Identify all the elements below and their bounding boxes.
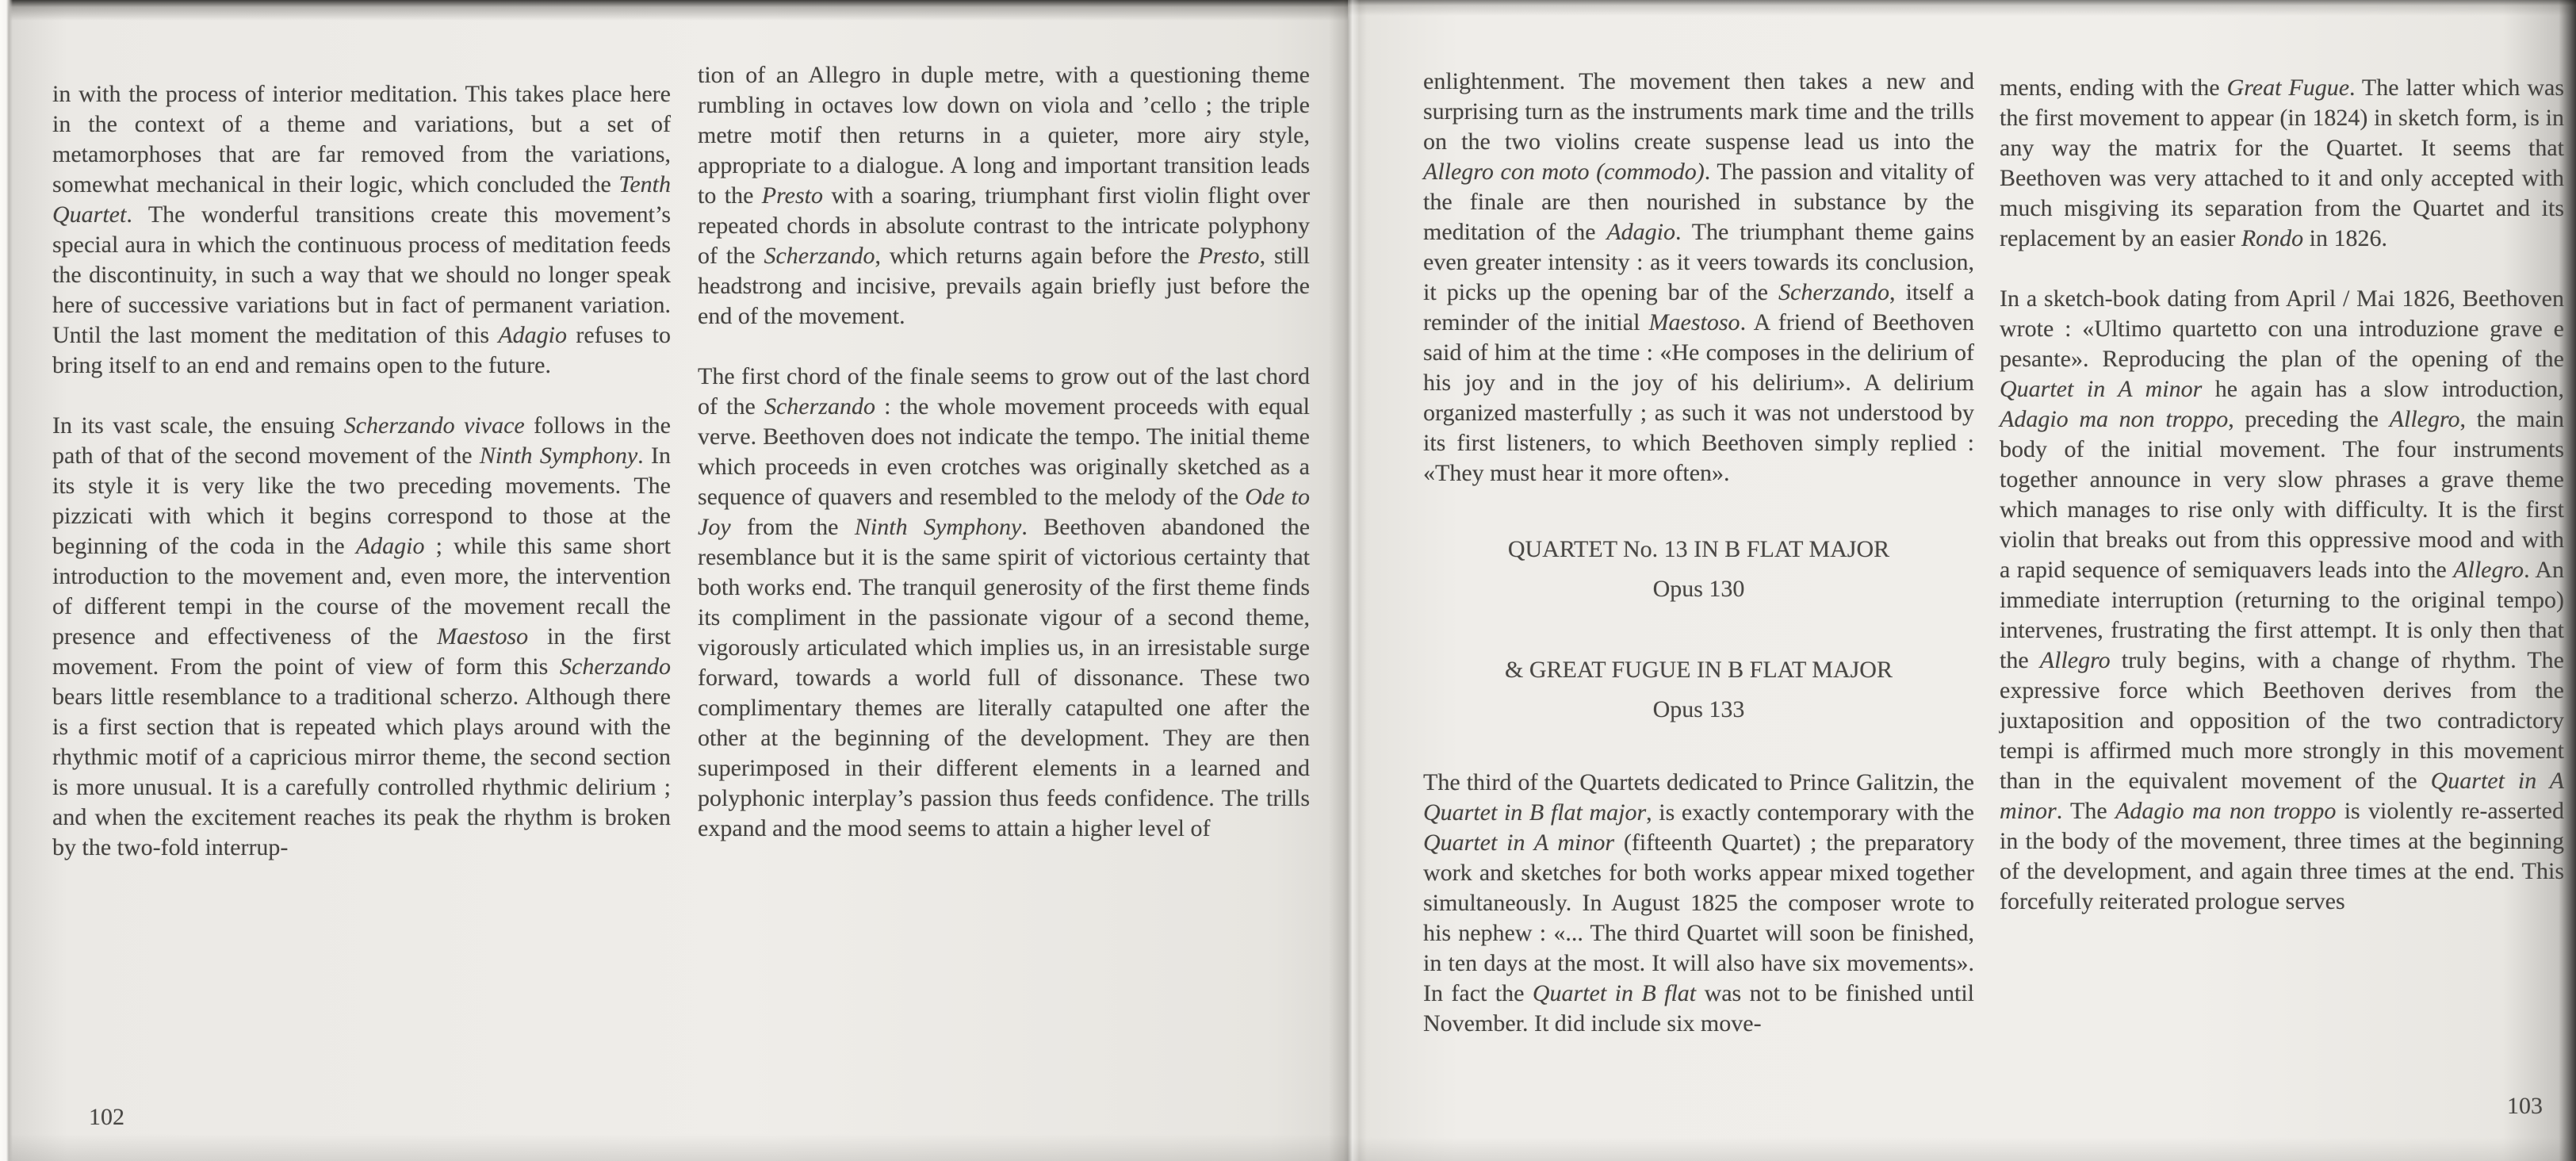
text-run: . The passion and vitality of the finale are then nourished in substance by the meditation of the (1423, 159, 1974, 245)
text-run: ; while this same short introduction to the movement and, even more, the intervention of different tempi in the course of the movement recall the presence and effectiveness of the (52, 533, 671, 649)
text-run: . The (2056, 798, 2116, 824)
paragraph (2000, 284, 2564, 917)
italic-text-run: Adagio (355, 533, 425, 559)
paragraph (2000, 73, 2564, 254)
italic-text-run: Adagio ma non troppo (2115, 798, 2337, 824)
text-run: , preceding the (2228, 406, 2390, 432)
italic-text-run: Tenth Quartet (52, 171, 671, 228)
italic-text-run: Adagio ma non troppo (2000, 406, 2229, 432)
italic-text-run: Adagio (1606, 219, 1675, 245)
text-column (2000, 73, 2564, 917)
text-run: in 1826. (2303, 225, 2388, 251)
italic-text-run: Quartet in B flat (1532, 980, 1697, 1006)
italic-text-run: Allegro (2453, 557, 2524, 583)
section-heading (1423, 530, 1974, 609)
text-run: . An immediate interruption (returning to the original tempo) intervenes, frustrating the first attempt. It is only then that the (2000, 557, 2564, 673)
italic-text-run: Scherzando (1778, 279, 1889, 305)
section-heading (1423, 650, 1974, 730)
heading-title: & GREAT FUGUE IN B FLAT MAJOR (1505, 657, 1893, 683)
italic-text-run: Scherzando (764, 243, 875, 269)
text-column (52, 79, 671, 863)
paragraph (698, 362, 1310, 844)
text-column (698, 60, 1310, 844)
paragraph (1423, 768, 1974, 1039)
text-column (1423, 67, 1974, 1039)
italic-text-run: Scherzando (560, 653, 671, 680)
text-run: follows in the path of that of the second movement of the (52, 412, 672, 469)
italic-text-run: Great Fugue (2226, 75, 2350, 101)
italic-text-run: Maestoso (437, 623, 529, 649)
paragraph (52, 79, 671, 381)
italic-text-run: Ode to Joy (698, 484, 1310, 540)
text-run: tion of an Allegro in duple metre, with a questioning theme rumbling in octaves low down on viola and ’cello ; the triple metre motif then returns in a quieter, more airy style, appropriate to a dialogue. A long and important transition leads to the (698, 62, 1310, 209)
text-run: (fifteenth Quartet) ; the preparatory work and sketches for both works appear mixed together simultaneously. In August 1825 the composer wrote to his nephew : «... The third Quartet will soon be finished, in ten days at the most. It will also have six movements». In fact the (1423, 830, 1974, 1006)
paragraph (1423, 67, 1974, 489)
heading-opus: Opus 133 (1652, 696, 1745, 722)
italic-text-run: Quartet in A minor (2000, 768, 2564, 824)
italic-text-run: Allegro (2389, 406, 2460, 432)
text-run: . A friend of Beethoven said of him at the time : «He composes in the delirium of his joy and in the joy of his delirium». A delirium organized masterfully ; as such it was not understood by its first listeners, to which Beethoven simply replied : «They must hear it more often». (1423, 309, 1974, 486)
italic-text-run: Quartet in B flat major (1423, 799, 1647, 826)
text-run: from the (730, 514, 855, 540)
text-run: , the main body of the initial movement. The four instruments together announce in very slow phrases a grave theme which manages to rise only with difficulty. It is the first violin that breaks out from this oppressive mood and with a rapid sequence of semiquavers leads into the (2000, 406, 2564, 583)
text-run: in the first movement. From the point of view of form this (52, 623, 672, 680)
text-run: . The triumphant theme gains even greater intensity : as it veers towards its conclusion, it picks up the opening bar of the (1423, 219, 1974, 305)
text-run: . Beethoven abandoned the resemblance but it is the same spirit of victorious certainty that both works end. The tranquil generosity of the first theme finds its compliment in the passionate vigour of a second theme, vigorously articulated which implies us, in an irresistable surge forward, towards a world full of dissonance. These two complimentary themes are literally catapulted one after the other at the beginning of the development. They are then superimposed in their different elements in a learned and polyphonic interplay’s passion thus feeds confidence. The trills expand and the mood seems to attain a higher level of (698, 514, 1311, 841)
italic-text-run: Presto (1198, 243, 1260, 269)
text-run: . The wonderful transitions create this movement’s special aura in which the continuous process of meditation feeds the discontinuity, in such a way that we should no longer speak here of successive variations but in fact of permanent variation. Until the last moment the meditation of this (52, 201, 671, 348)
text-run: . The latter which was the first movement to appear (in 1824) in sketch form, is in any way the matrix for the Quartet. It seems that Beethoven was very attached to it and only accepted with much misgiving its separation from the Quartet and its replacement by an easier (2000, 75, 2564, 251)
italic-text-run: Ninth Symphony (479, 443, 638, 469)
italic-text-run: Presto (761, 182, 824, 209)
page-number: 103 (2507, 1093, 2543, 1119)
text-run: in with the process of interior meditation. This takes place here in the context of a theme and variations, but a set of metamorphoses that are far removed from the variations, somewhat mechanical in their logic, which concluded the (52, 81, 671, 197)
text-run: with a soaring, triumphant first violin flight over repeated chords in absolute contrast to the intricate polyphony of the (698, 182, 1310, 269)
text-run: . In its style it is very like the two preceding movements. The pizzicati with which it begins correspond to those at the beginning of the coda in the (52, 443, 671, 559)
italic-text-run: Adagio (498, 322, 568, 348)
text-run: refuses to bring itself to an end and remains open to the future. (52, 322, 671, 378)
text-run: : the whole movement proceeds with equal verve. Beethoven does not indicate the tempo. The initial theme which proceeds in even crotches was originally sketched as a sequence of quavers and resembled to the melody of the (698, 393, 1310, 510)
text-run: enlightenment. The movement then takes a new and surprising turn as the instruments mark time and the trills on the two violins create suspense lead us into the (1423, 68, 1974, 155)
text-run: , itself a reminder of the initial (1423, 279, 1974, 335)
italic-text-run: Scherzando vivace (343, 412, 525, 439)
italic-text-run: Allegro con moto (commodo) (1423, 159, 1705, 185)
text-run: truly begins, with a change of rhythm. The expressive force which Beethoven derives from the juxtaposition and opposition of the two contradictory tempi is affirmed much more strongly in this movement than in the equivalent movement of the (2000, 647, 2564, 794)
italic-text-run: Maestoso (1648, 309, 1740, 335)
text-run: In its vast scale, the ensuing (52, 412, 344, 439)
scan-left-edge (0, 0, 13, 1161)
italic-text-run: Quartet in A minor (1423, 830, 1615, 856)
text-run: was not to be finished until November. It did include six move- (1423, 980, 1974, 1036)
italic-text-run: Allegro (2039, 647, 2111, 673)
text-run: he again has a slow introduction, (2202, 376, 2564, 402)
text-run: The first chord of the finale seems to grow out of the last chord of the (698, 363, 1310, 420)
text-run: The third of the Quartets dedicated to Prince Galitzin, the (1423, 769, 1974, 795)
italic-text-run: Quartet in A minor (2000, 376, 2203, 402)
paragraph (698, 60, 1310, 331)
italic-text-run: Scherzando (764, 393, 875, 420)
text-run: , is exactly contemporary with the (1646, 799, 1974, 826)
paragraph (52, 411, 671, 863)
italic-text-run: Ninth Symphony (854, 514, 1022, 540)
book-spine (1329, 0, 1367, 1161)
text-run: ments, ending with the (2000, 75, 2227, 101)
text-run: bears little resemblance to a traditional scherzo. Although there is a first section that is repeated which plays around with the rhythmic motif of a capricious mirror theme, the second section is more unusual. It is a carefully controlled rhythmic delirium ; and when the excitement reaches its peak the rhythm is broken by the two-fold interrup- (52, 684, 671, 860)
page-number: 102 (89, 1104, 124, 1130)
page-right (1348, 0, 2576, 1161)
heading-title: QUARTET No. 13 IN B FLAT MAJOR (1507, 536, 1890, 562)
text-run: , still headstrong and incisive, prevails again briefly just before the end of the movement. (698, 243, 1310, 329)
text-run: , which returns again before the (875, 243, 1199, 269)
italic-text-run: Rondo (2241, 225, 2304, 251)
heading-opus: Opus 130 (1652, 576, 1745, 602)
text-run: is violently re-asserted in the body of the movement, three times at the beginning of the development, and again three times at the end. This forcefully reiterated prologue serves (2000, 798, 2564, 914)
text-run: In a sketch-book dating from April / Mai 1826, Beethoven wrote : «Ultimo quartetto con una introduzione grave e pesante». Reproducing the plan of the opening of the (2000, 285, 2564, 372)
